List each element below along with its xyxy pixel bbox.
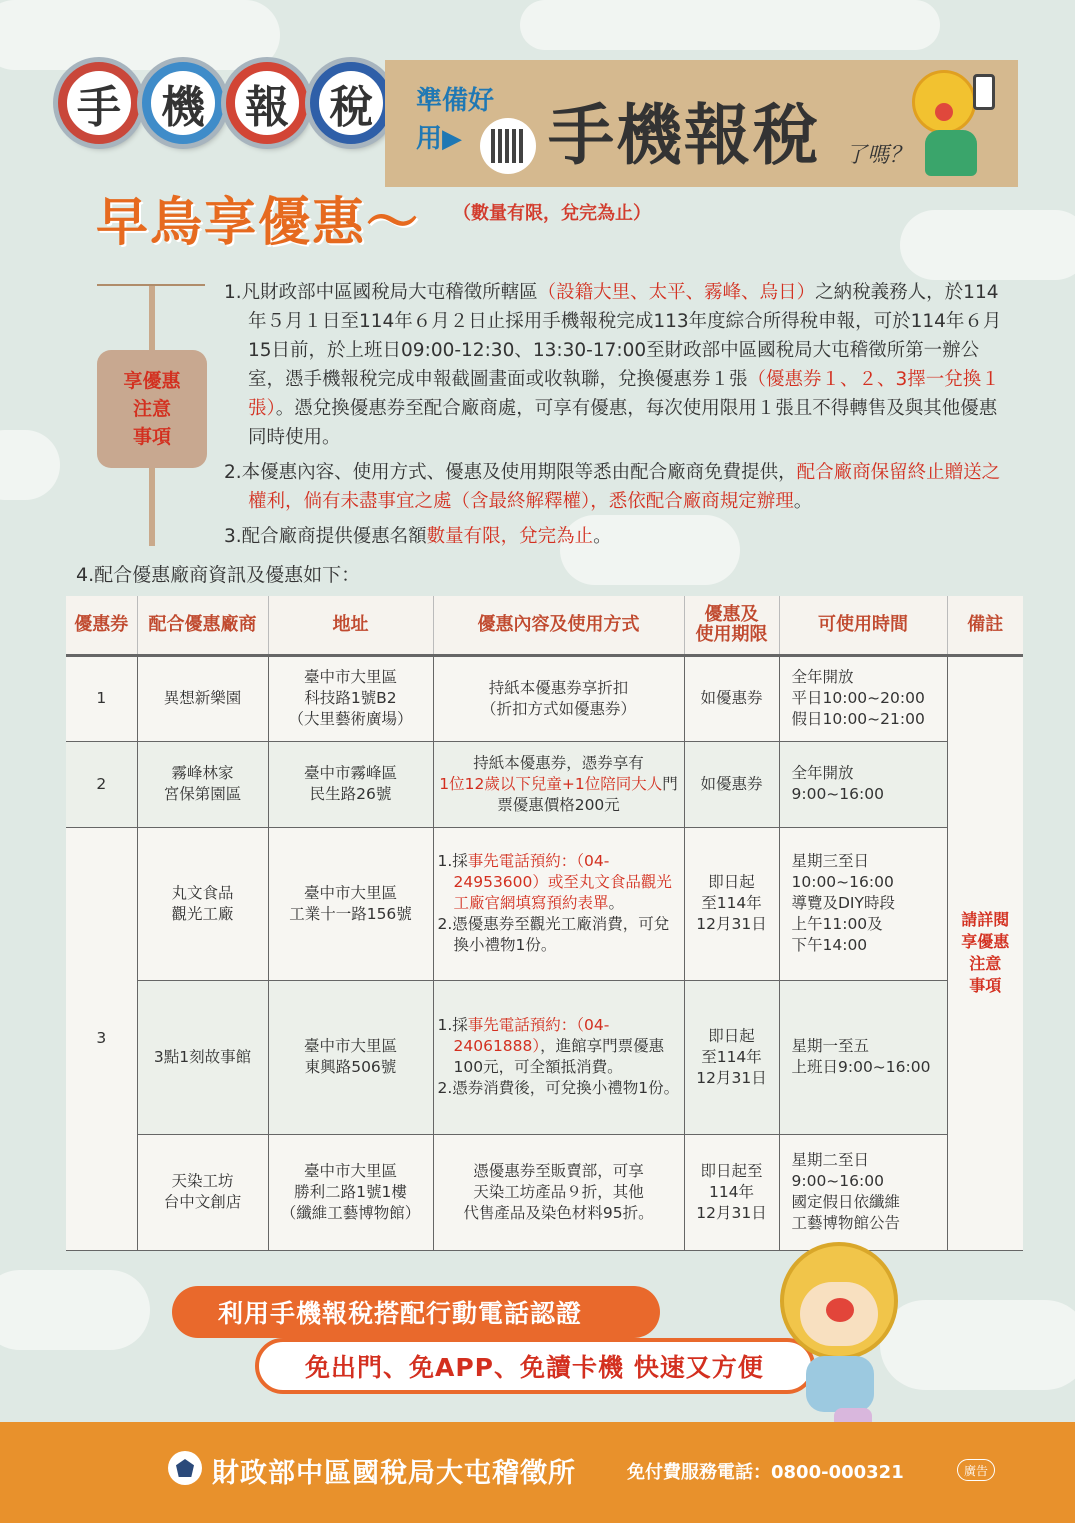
column-header: 配合優惠廠商 [137,596,268,655]
vendor-name: 天染工坊 台中文創店 [137,1134,268,1250]
mascot-icon [912,70,976,134]
banner-suffix: 了嗎？ [845,143,912,168]
early-bird-title: 早鳥享優惠～ [96,192,421,253]
column-header: 地址 [268,596,433,655]
vendor-intro: 4.配合優惠廠商資訊及優惠如下： [76,564,361,586]
prep-text: 準備好 [416,86,495,116]
vendor-address: 臺中市大里區 東興路506號 [268,980,433,1134]
table-row [66,1134,1023,1250]
opening-hours: 全年開放 平日10:00~20:00 假日10:00~21:00 [779,655,947,741]
footer-organization: 財政部中區國稅局大屯稽徵所 [212,1458,576,1489]
offer-content: 1.採事先電話預約：（04-24061888），進館享門票優惠100元，可全額抵消費。 2.憑券消費後，可兌換小禮物1份。 [433,980,684,1134]
offer-period: 即日起 至114年 12月31日 [684,980,779,1134]
background-cloud [520,0,940,50]
logo-badge: 手 [58,62,140,144]
vendor-name: 霧峰林家 宮保第園區 [137,741,268,827]
term-item: 3.配合廠商提供優惠名額數量有限，兌完為止。 [224,526,612,547]
background-cloud [0,0,280,70]
coupon-number: 3 [66,827,137,1250]
term-item: 2.本優惠內容、使用方式、優惠及使用期限等悉由配合廠商免費提供，配合廠商保留終止贈送之權利，倘有未盡事宜之處（含最終解釋權），悉依配合廠商規定辦理。 [224,462,1001,512]
vendor-address: 臺中市霧峰區 民生路26號 [268,741,433,827]
table-row [66,655,1023,741]
logo-badge: 稅 [310,62,392,144]
mascot-nose [826,1298,854,1322]
vendor-name: 異想新樂園 [137,655,268,741]
offer-period: 如優惠券 [684,655,779,741]
logo-badge: 機 [142,62,224,144]
offer-period: 即日起至 114年 12月31日 [684,1134,779,1250]
opening-hours: 星期二至日 9:00~16:00 國定假日依纖維 工藝博物館公告 [779,1134,947,1250]
background-cloud [0,430,60,500]
app-logo [58,62,392,144]
remarks-note: 請詳閱 享優惠 注意 事項 [947,655,1023,1250]
opening-hours: 星期三至日 10:00~16:00 導覽及DIY時段 上午11:00及 下午14:00 [779,827,947,980]
qr-code-icon[interactable] [480,118,536,174]
notice-label: 享優惠 注意 事項 [97,350,207,468]
table-header-row [66,596,1023,655]
offer-content: 持紙本優惠券享折扣 （折扣方式如優惠券） [433,655,684,741]
offer-content: 憑優惠券至販賣部，可享 天染工坊產品９折，其他 代售產品及染色材料95折。 [433,1134,684,1250]
opening-hours: 星期一至五 上班日9:00~16:00 [779,980,947,1134]
logo-badge: 報 [226,62,308,144]
vendor-name: 3點1刻故事館 [137,980,268,1134]
offer-period: 如優惠券 [684,741,779,827]
vendor-address: 臺中市大里區 勝利二路1號1樓 （纖維工藝博物館） [268,1134,433,1250]
table-row [66,827,1023,980]
offer-period: 即日起 至114年 12月31日 [684,827,779,980]
mascot-body [925,130,977,176]
vendor-table [66,596,1023,1251]
column-header: 優惠及 使用期限 [684,596,779,655]
column-header: 備註 [947,596,1023,655]
term-item: 1.凡財政部中區國稅局大屯稽徵所轄區（設籍大里、太平、霧峰、烏日）之納稅義務人，於114年５月１日至114年６月２日止採用手機報稅完成113年度綜合所得稅申報，可於114年６月15日前，於上班日09:00-12:30、13:30-17:00至財政部中區國稅局大屯稽徵所第一辦公室，憑手機報稅完成申報截圖畫面或收執聯，兌換優惠券１張（優惠券１、２、3擇一兌換１張）。憑兌換優惠券至配合廠商處，可享有優惠，每次使用限用１張且不得轉售及與其他優惠同時使用。 [224,282,1002,448]
ad-badge: 廣告 [957,1459,995,1481]
prep-use-text: 用▶ [416,124,462,154]
early-bird-note: （數量有限，兌完為止） [453,203,651,224]
background-cloud [0,1270,150,1350]
table-row [66,980,1023,1134]
offer-content: 1.採事先電話預約：（04-24953600）或至丸文食品觀光工廠官網填寫預約表單。 2.憑優惠券至觀光工廠消費，可兌換小禮物1份。 [433,827,684,980]
column-header: 優惠券 [66,596,137,655]
opening-hours: 全年開放 9:00~16:00 [779,741,947,827]
offer-content: 持紙本優惠券，憑券享有 1位12歲以下兒童+1位陪同大人門票優惠價格200元 [433,741,684,827]
terms-list [224,278,1014,551]
phone-icon [973,74,995,110]
vendor-address: 臺中市大里區 工業十一路156號 [268,827,433,980]
background-cloud [880,1300,1075,1390]
promo-line-1: 利用手機報稅搭配行動電話認證 [172,1286,660,1338]
vendor-name: 丸文食品 觀光工廠 [137,827,268,980]
coupon-number: 1 [66,655,137,741]
footer-phone[interactable]: 免付費服務電話：0800-000321 [627,1462,904,1483]
banner-title: 手機報稅 [548,96,820,174]
mascot-body [806,1356,874,1412]
agency-emblem-icon [168,1451,202,1485]
table-row [66,741,1023,827]
column-header: 優惠內容及使用方式 [433,596,684,655]
coupon-number: 2 [66,741,137,827]
column-header: 可使用時間 [779,596,947,655]
background-cloud [900,210,1075,280]
vendor-address: 臺中市大里區 科技路1號B2 （大里藝術廣場） [268,655,433,741]
promo-line-2: 免出門、免APP、免讀卡機 快速又方便 [255,1338,815,1394]
